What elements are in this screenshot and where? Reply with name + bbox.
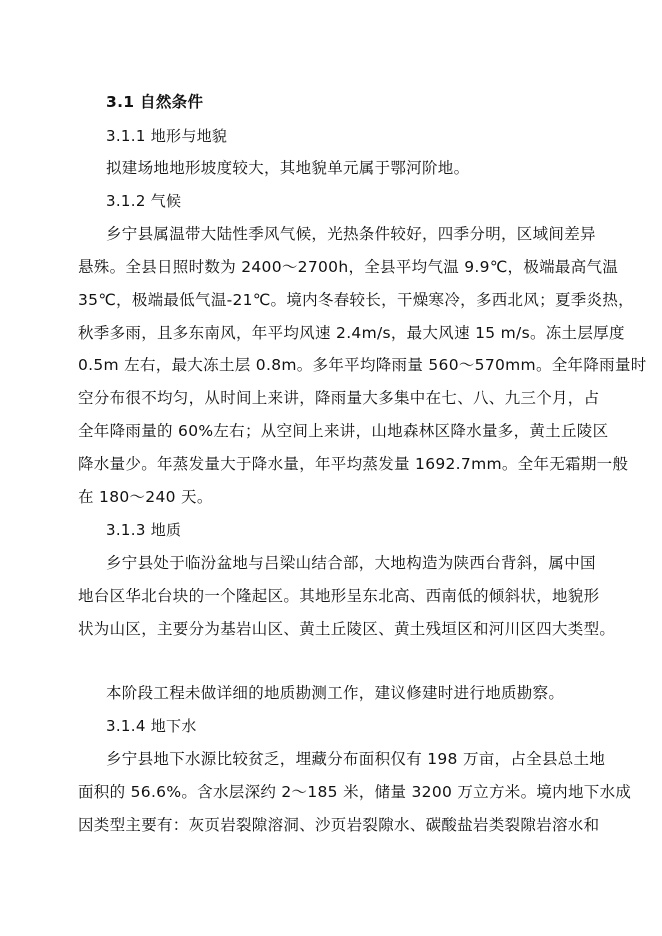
section-title-natural-conditions: 3.1 自然条件 [106,93,204,111]
climate-line: 乡宁县属温带大陆性季风气候，光热条件较好，四季分明，区域间差异 [106,225,596,243]
subsection-title-groundwater: 3.1.4 地下水 [106,717,197,735]
climate-line: 空分布很不均匀，从时间上来讲，降雨量大多集中在七、八、九三个月，占 [78,389,600,407]
climate-line: 降水量少。年蒸发量大于降水量，年平均蒸发量 1692.7mm。全年无霜期一般 [78,455,629,473]
topography-paragraph: 拟建场地地形坡度较大，其地貌单元属于鄂河阶地。 [106,159,470,177]
climate-line: 全年降雨量的 60%左右；从空间上来讲，山地森林区降水量多，黄土丘陵区 [78,422,609,440]
groundwater-line: 乡宁县地下水源比较贫乏，埋藏分布面积仅有 198 万亩，占全县总土地 [106,750,606,768]
geology-line: 状为山区，主要分为基岩山区、黄土丘陵区、黄土残垣区和河川区四大类型。 [78,620,616,638]
climate-line: 0.5m 左右，最大冻土层 0.8m。多年平均降雨量 560～570mm。全年降雨量时 [78,356,647,374]
groundwater-line: 因类型主要有：灰页岩裂隙溶洞、沙页岩裂隙水、碳酸盐岩类裂隙岩溶水和 [78,816,600,834]
groundwater-line: 面积的 56.6%。含水层深约 2～185 米，储量 3200 万立方米。境内地下水成 [78,783,632,801]
climate-line: 在 180～240 天。 [78,488,213,506]
geology-line: 乡宁县处于临汾盆地与吕梁山结合部，大地构造为陕西台背斜，属中国 [106,554,596,572]
climate-line: 35℃，极端最低气温-21℃。境内冬春较长，干燥寒冷，多西北风；夏季炎热， [78,291,634,309]
climate-line: 悬殊。全县日照时数为 2400～2700h，全县平均气温 9.9℃，极端最高气温 [78,258,619,276]
subsection-title-climate: 3.1.2 气候 [106,192,182,210]
geology-note-paragraph: 本阶段工程未做详细的地质勘测工作，建议修建时进行地质勘察。 [106,684,565,702]
climate-line: 秋季多雨，且多东南风，年平均风速 2.4m/s，最大风速 15 m/s。冻土层厚度 [78,324,625,342]
subsection-title-topography: 3.1.1 地形与地貌 [106,127,228,145]
subsection-title-geology: 3.1.3 地质 [106,521,182,539]
geology-line: 地台区华北台块的一个隆起区。其地形呈东北高、西南低的倾斜状，地貌形 [78,587,600,605]
